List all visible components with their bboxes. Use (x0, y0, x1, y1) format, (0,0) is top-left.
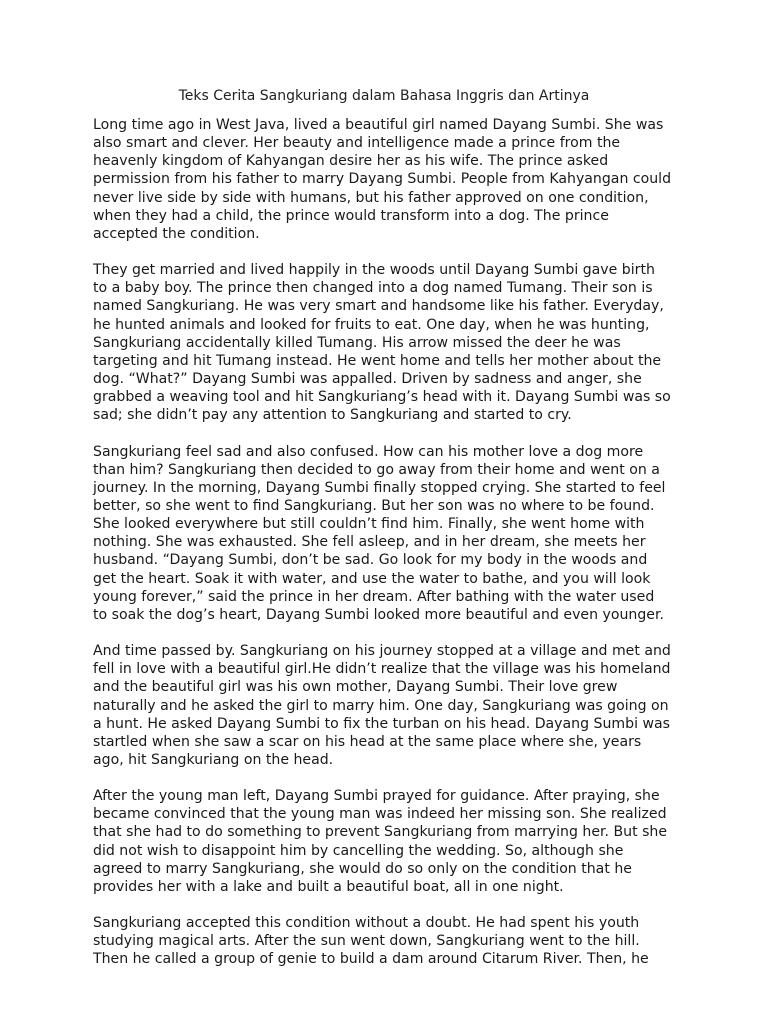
text-line: sad; she didn’t pay any attention to Sangkuriang and started to cry. (93, 407, 572, 424)
document-title: Teks Cerita Sangkuriang dalam Bahasa Inggris dan Artinya (178, 88, 590, 104)
text-line: a hunt. He asked Dayang Sumbi to fix the turban on his head. Dayang Sumbi was (93, 715, 670, 732)
text-line: grabbed a weaving tool and hit Sangkuriang’s head with it. Dayang Sumbi was so (93, 389, 671, 406)
text-line: ago, hit Sangkuriang on the head. (93, 752, 334, 768)
text-line: agreed to marry Sangkuriang, she would do so only on the condition that he (93, 860, 632, 877)
text-line: get the heart. Soak it with water, and use the water to bathe, and you will look (93, 570, 651, 587)
text-line: Sangkuriang accidentally killed Tumang. His arrow missed the deer he was (93, 334, 621, 351)
text-line: fell in love with a beautiful girl.He didn’t realize that the village was his homeland (93, 661, 671, 678)
text-line: She looked everywhere but still couldn’t find him. Finally, she went home with (93, 516, 645, 533)
text-line: journey. In the morning, Dayang Sumbi finally stopped crying. She started to feel (93, 479, 666, 496)
paragraph (93, 443, 693, 625)
paragraph (93, 642, 693, 769)
text-line: he hunted animals and looked for fruits to eat. One day, when he was hunting, (93, 316, 650, 333)
text-line: heavenly kingdom of Kahyangan desire her as his wife. The prince asked (93, 153, 609, 170)
text-line: husband. “Dayang Sumbi, don’t be sad. Go look for my body in the woods and (93, 552, 648, 569)
text-line: Long time ago in West Java, lived a beautiful girl named Dayang Sumbi. She was (93, 117, 664, 133)
paragraph (93, 116, 693, 243)
text-line: Sangkuriang accepted this condition without a doubt. He had spent his youth (93, 915, 640, 932)
text-line: studying magical arts. After the sun went down, Sangkuriang went to the hill. (93, 933, 640, 950)
text-line: They get married and lived happily in the woods until Dayang Sumbi gave birth (93, 262, 655, 279)
text-line: named Sangkuriang. He was very smart and handsome like his father. Everyday, (93, 298, 664, 315)
text-line: dog. “What?” Dayang Sumbi was appalled. Driven by sadness and anger, she (93, 371, 642, 388)
text-line: that she had to do something to prevent Sangkuriang from marrying her. But she (93, 824, 668, 841)
paragraph (93, 787, 693, 896)
text-line: After the young man left, Dayang Sumbi prayed for guidance. After praying, she (93, 788, 660, 805)
text-line: targeting and hit Tumang instead. He went home and tells her mother about the (93, 352, 662, 369)
text-line: did not wish to disappoint him by cancelling the wedding. So, although she (93, 842, 624, 859)
text-line: accepted the condition. (93, 225, 260, 242)
text-line: became convinced that the young man was indeed her missing son. She realized (93, 806, 667, 823)
text-line: never live side by side with humans, but his father approved on one condition, (93, 189, 649, 206)
text-line: young forever,” said the prince in her dream. After bathing with the water used (93, 588, 655, 605)
text-line: than him? Sangkuriang then decided to go away from their home and went on a (93, 461, 660, 478)
document-body (93, 116, 693, 987)
text-line: provides her with a lake and built a beautiful boat, all in one night. (93, 878, 564, 895)
text-line: when they had a child, the prince would transform into a dog. The prince (93, 207, 609, 224)
text-line: to soak the dog’s heart, Dayang Sumbi looked more beautiful and even younger. (93, 606, 664, 623)
text-line: And time passed by. Sangkuriang on his journey stopped at a village and met and (93, 643, 671, 660)
text-line: better, so she went to find Sangkuriang. But her son was no where to be found. (93, 497, 655, 514)
text-line: startled when she saw a scar on his head at the same place where she, years (93, 733, 642, 750)
text-line: to a baby boy. The prince then changed into a dog named Tumang. Their son is (93, 280, 653, 297)
text-line: also smart and clever. Her beauty and intelligence made a prince from the (93, 135, 621, 152)
paragraph (93, 914, 693, 968)
text-line: and the beautiful girl was his own mother, Dayang Sumbi. Their love grew (93, 679, 618, 696)
paragraph (93, 261, 693, 424)
text-line: Then he called a group of genie to build a dam around Citarum River. Then, he (93, 951, 649, 968)
text-line: naturally and he asked the girl to marry him. One day, Sangkuriang was going on (93, 697, 669, 714)
text-line: Sangkuriang feel sad and also confused. How can his mother love a dog more (93, 443, 644, 460)
text-line: nothing. She was exhausted. She fell asleep, and in her dream, she meets her (93, 534, 646, 551)
text-line: permission from his father to marry Dayang Sumbi. People from Kahyangan could (93, 171, 672, 188)
